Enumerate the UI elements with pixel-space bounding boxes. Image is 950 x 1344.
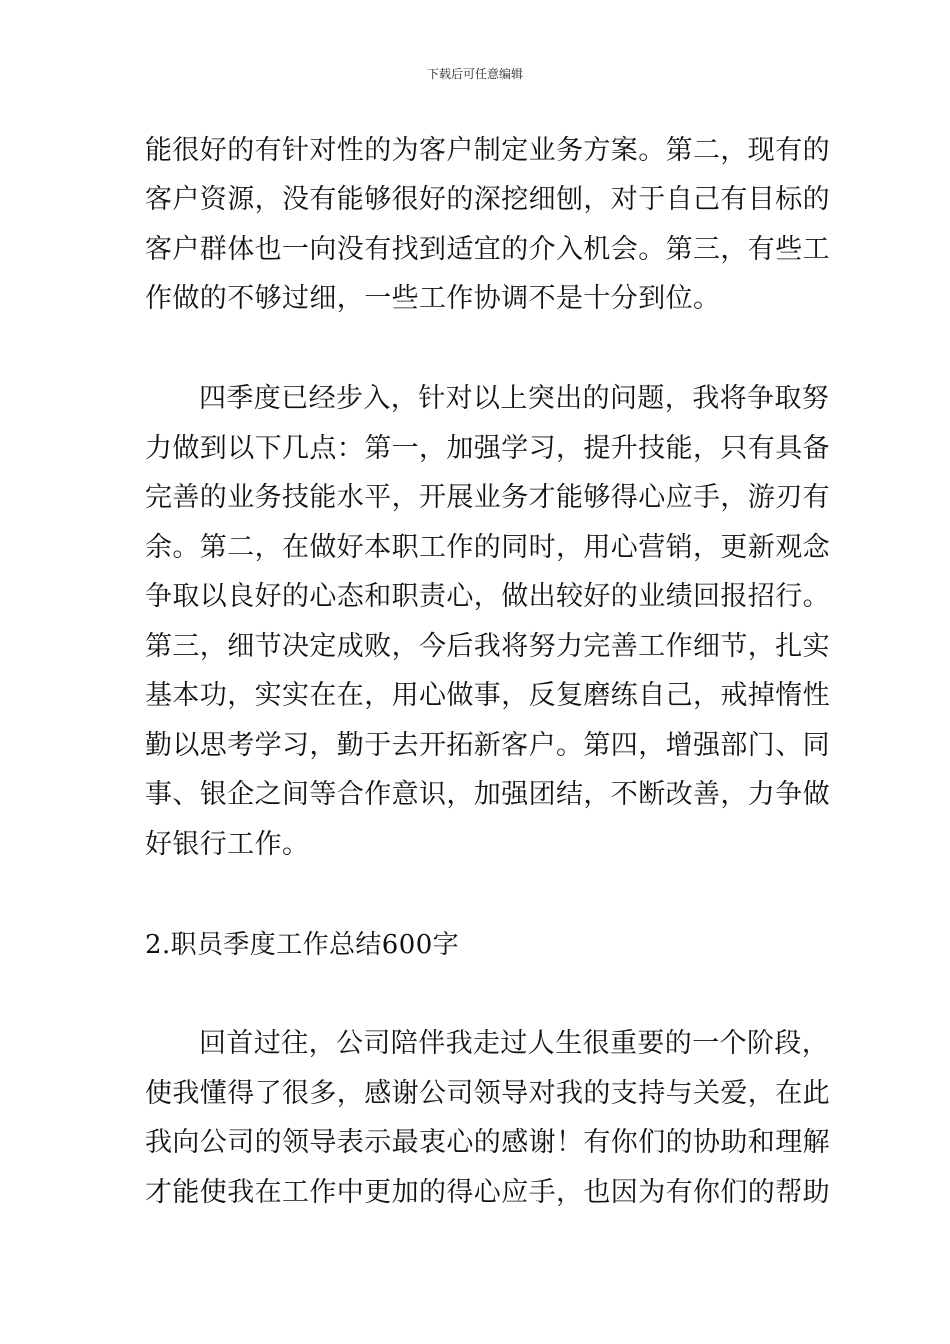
section-heading: 2.职员季度工作总结600字 [145,930,460,960]
paragraph-line: 争取以良好的心态和职责心，做出较好的业绩回报招行。 [145,581,830,612]
paragraph-line: 好银行工作。 [145,829,310,860]
paragraph-line: 我向公司的领导表示最衷心的感谢！有你们的协助和理解 [145,1127,830,1158]
paragraph-line: 才能使我在工作中更加的得心应手，也因为有你们的帮助 [145,1177,830,1208]
paragraph-line: 能很好的有针对性的为客户制定业务方案。第二，现有的 [145,135,830,166]
paragraph-line: 作做的不够过细，一些工作协调不是十分到位。 [145,283,721,314]
paragraph-line: 勤以思考学习，勤于去开拓新客户。第四，增强部门、同 [145,730,830,761]
paragraph-line: 基本功，实实在在，用心做事，反复磨练自己，戒掉惰性 [145,680,830,711]
paragraph-line: 第三，细节决定成败，今后我将努力完善工作细节，扎实 [145,631,830,662]
paragraph-line: 余。第二，在做好本职工作的同时，用心营销，更新观念 [145,532,830,563]
paragraph-line: 完善的业务技能水平，开展业务才能够得心应手，游刃有 [145,482,830,513]
paragraph-line: 使我懂得了很多，感谢公司领导对我的支持与关爱，在此 [145,1078,830,1109]
page-header: 下载后可任意编辑 [426,67,523,81]
paragraph-line: 力做到以下几点：第一，加强学习，提升技能，只有具备 [145,433,830,464]
paragraph-line: 客户群体也一向没有找到适宜的介入机会。第三，有些工 [145,234,830,265]
paragraph-line: 事、银企之间等合作意识，加强团结，不断改善，力争做 [145,779,830,810]
paragraph-line: 回首过往，公司陪伴我走过人生很重要的一个阶段， [199,1028,830,1059]
paragraph-line: 客户资源，没有能够很好的深挖细刨，对于自己有目标的 [145,184,830,215]
paragraph-line: 四季度已经步入，针对以上突出的问题，我将争取努 [199,383,830,414]
